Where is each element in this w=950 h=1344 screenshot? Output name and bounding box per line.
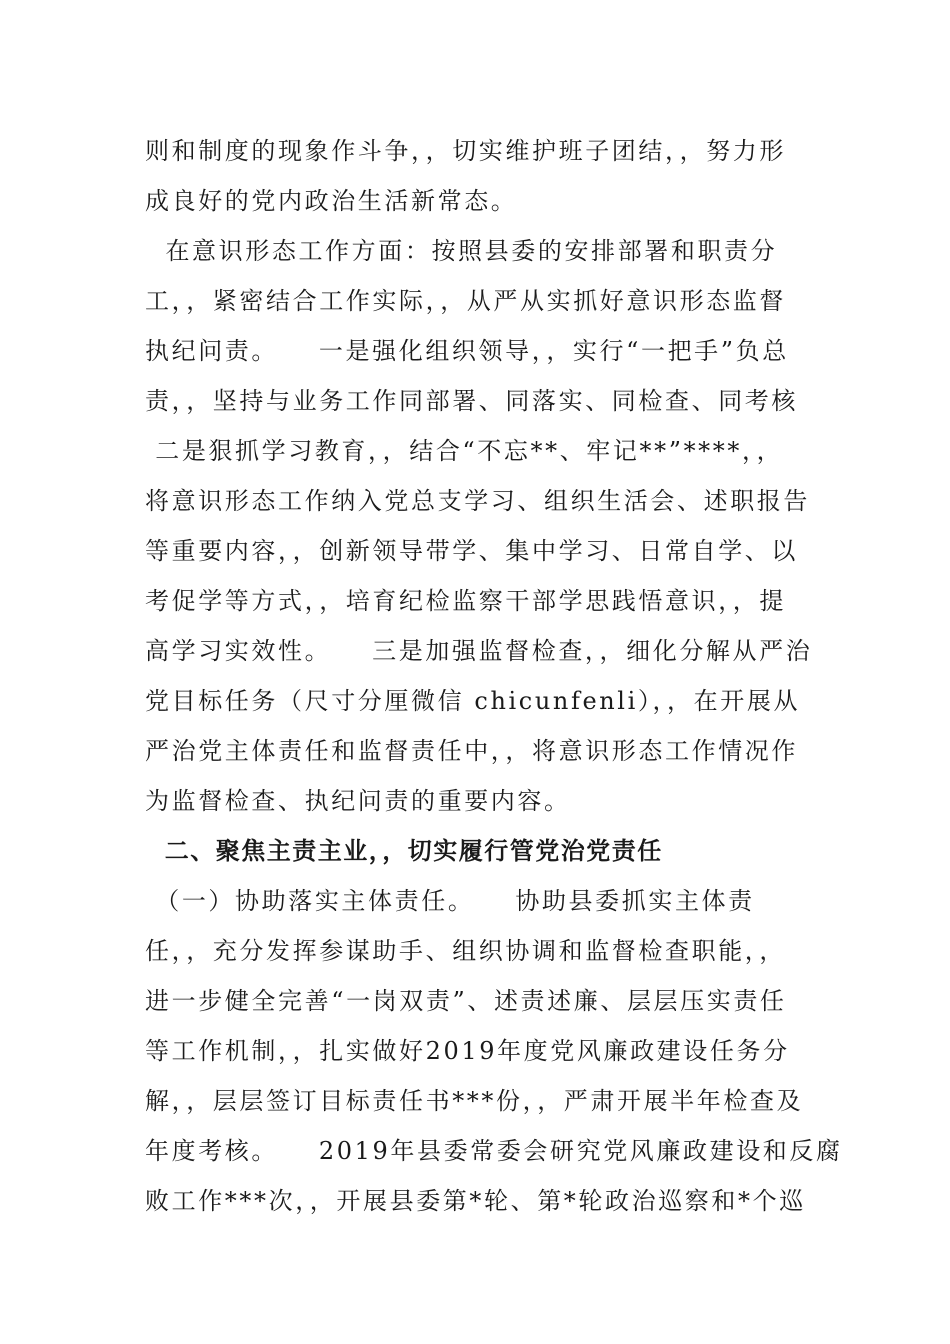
text-line: 解，，层层签订目标责任书***份，，严肃开展半年检查及 — [145, 1087, 804, 1115]
section-heading: 二、聚焦主责主业，，切实履行管党治党责任 — [145, 837, 663, 865]
text-line: 责，，坚持与业务工作同部署、同落实、同检查、同考核 — [145, 387, 798, 415]
text-line: 年度考核。 2019年县委常委会研究党风廉政建设和反腐 — [145, 1137, 843, 1165]
text-line: 成良好的党内政治生活新常态。 — [145, 187, 518, 215]
text-line: 党目标任务（尺寸分厘微信 chicunfenli），，在开展从 — [145, 687, 801, 715]
text-line: 任，，充分发挥参谋助手、组织协调和监督检查职能，， — [145, 937, 786, 965]
text-line: （一）协助落实主体责任。 协助县委抓实主体责 — [145, 887, 755, 915]
text-line: 将意识形态工作纳入党总支学习、组织生活会、述职报告 — [145, 487, 810, 515]
text-line: 进一步健全完善“一岗双责”、述责述廉、层层压实责任 — [145, 987, 787, 1015]
text-line: 考促学等方式，，培育纪检监察干部学思践悟意识，，提 — [145, 587, 786, 615]
text-line: 在意识形态工作方面：按照县委的安排部署和职责分 — [145, 237, 778, 265]
text-line: 等工作机制，，扎实做好2019年度党风廉政建设任务分 — [145, 1037, 790, 1065]
text-line: 严治党主体责任和监督责任中，，将意识形态工作情况作 — [145, 737, 798, 765]
text-line: 执纪问责。 一是强化组织领导，，实行“一把手”负总 — [145, 337, 789, 365]
text-line: 高学习实效性。 三是加强监督检查，，细化分解从严治 — [145, 637, 813, 665]
text-line: 工，，紧密结合工作实际，，从严从实抓好意识形态监督 — [145, 287, 786, 315]
text-line: 则和制度的现象作斗争，，切实维护班子团结，，努力形 — [145, 137, 786, 165]
text-line: 为监督检查、执纪问责的重要内容。 — [145, 787, 571, 815]
text-line: 败工作***次，，开展县委第*轮、第*轮政治巡察和*个巡 — [145, 1187, 806, 1215]
text-line: 等重要内容，，创新领导带学、集中学习、日常自学、以 — [145, 537, 798, 565]
text-line: 二是狠抓学习教育，，结合“不忘**、牢记**”****，， — [145, 437, 784, 465]
